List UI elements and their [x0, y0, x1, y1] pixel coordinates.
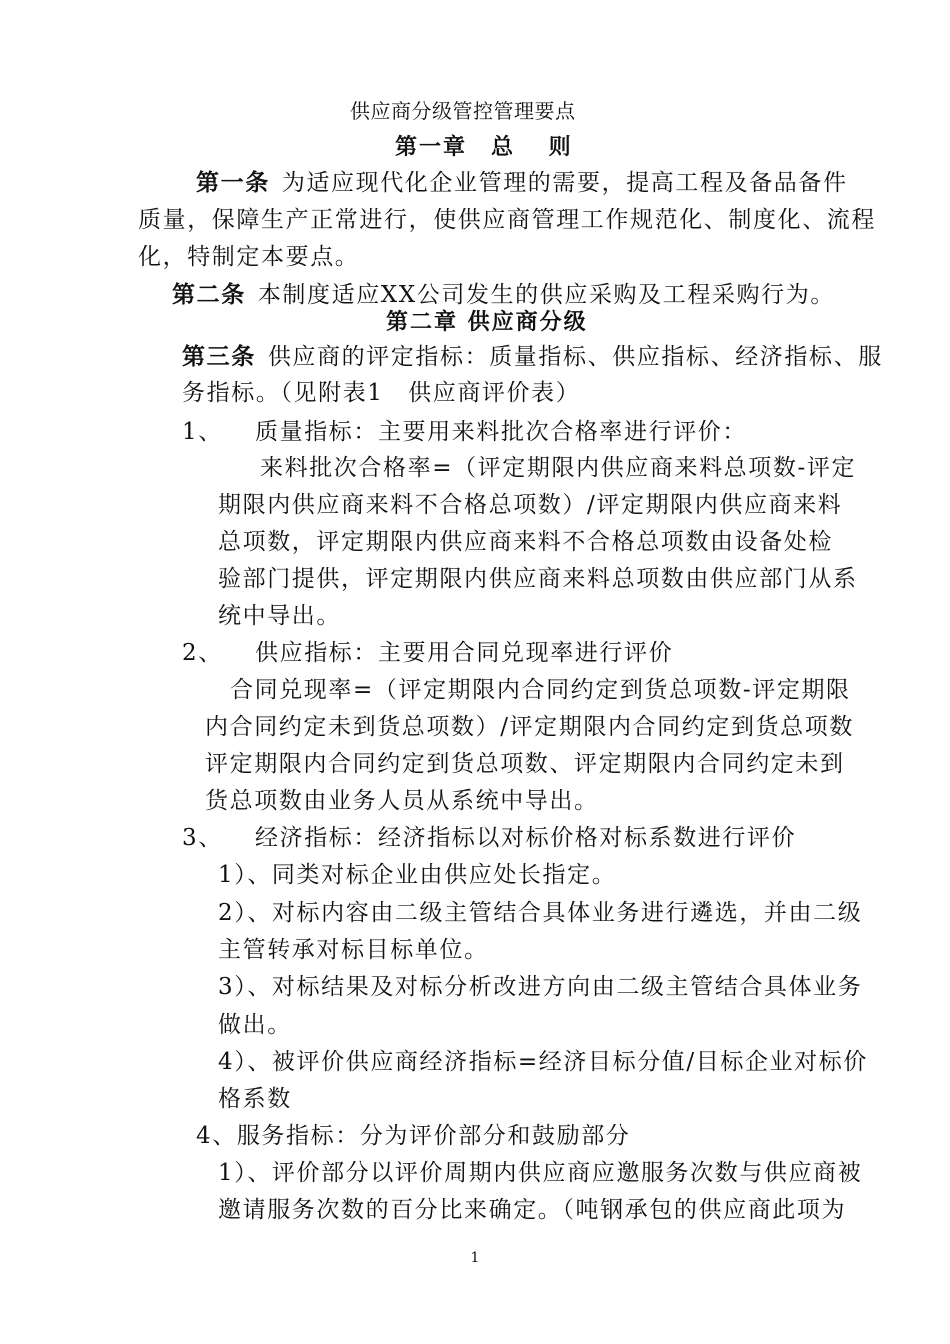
- item-1-line-3: 总项数，评定期限内供应商来料不合格总项数由设备处检: [218, 529, 833, 555]
- item-3-sub-3: 3）、对标结果及对标分析改进方向由二级主管结合具体业务: [218, 974, 863, 1000]
- document-title: 供应商分级管控管理要点: [350, 99, 576, 123]
- page-number: 1: [470, 1250, 480, 1266]
- article-3-label: 第三条: [182, 344, 256, 370]
- article-1-line-2: 质量，保障生产正常进行，使供应商管理工作规范化、制度化、流程: [138, 207, 876, 233]
- item-3-sub-4-cont: 格系数: [218, 1086, 292, 1112]
- item-3-heading: 经济指标：经济指标以对标价格对标系数进行评价: [255, 825, 797, 851]
- item-2-line-2: 内合同约定未到货总项数）/评定期限内合同约定到货总项数: [205, 714, 854, 740]
- article-1-label: 第一条: [196, 170, 270, 196]
- item-2-heading: 供应指标：主要用合同兑现率进行评价: [255, 640, 674, 666]
- item-1-line-4: 验部门提供，评定期限内供应商来料总项数由供应部门从系: [218, 566, 858, 592]
- article-3-line-2: 务指标。（见附表1 供应商评价表）: [182, 380, 581, 406]
- article-2-label: 第二条: [172, 282, 246, 308]
- item-4-sub-1-cont: 邀请服务次数的百分比来确定。（吨钢承包的供应商此项为: [218, 1197, 847, 1223]
- chapter-2-heading: 第二章 供应商分级: [386, 309, 588, 335]
- article-2: [172, 280, 835, 310]
- chapter-1-heading: 第一章 总 则: [395, 134, 573, 160]
- article-1: [196, 168, 848, 198]
- item-3-sub-2: 2）、对标内容由二级主管结合具体业务进行遴选，并由二级: [218, 900, 863, 926]
- item-3-number: 3、: [182, 825, 223, 851]
- item-1-number: 1、: [182, 419, 223, 445]
- item-1-line-2: 期限内供应商来料不合格总项数）/评定期限内供应商来料: [218, 492, 843, 518]
- item-2-line-4: 货总项数由业务人员从系统中导出。: [205, 788, 599, 814]
- item-3-sub-4: 4）、被评价供应商经济指标=经济目标分值/目标企业对标价: [218, 1049, 868, 1075]
- item-3-sub-3-cont: 做出。: [218, 1012, 292, 1038]
- item-4-sub-1: 1）、评价部分以评价周期内供应商应邀服务次数与供应商被: [218, 1160, 863, 1186]
- article-3-text: 供应商的评定指标：质量指标、供应指标、经济指标、服: [267, 344, 883, 370]
- item-2-line-1: 合同兑现率=（评定期限内合同约定到货总项数-评定期限: [230, 677, 851, 703]
- article-1-line-3: 化，特制定本要点。: [138, 244, 360, 270]
- item-2-number: 2、: [182, 640, 223, 666]
- item-1-line-5: 统中导出。: [218, 603, 341, 629]
- item-3-sub-1: 1）、同类对标企业由供应处长指定。: [218, 862, 617, 888]
- item-3-sub-2-cont: 主管转承对标目标单位。: [218, 937, 489, 963]
- item-4-heading: 4、服务指标：分为评价部分和鼓励部分: [196, 1123, 631, 1149]
- article-2-text: 本制度适应XX公司发生的供应采购及工程采购行为。: [257, 282, 835, 308]
- article-1-text: 为适应现代化企业管理的需要，提高工程及备品备件: [281, 170, 848, 196]
- item-2-line-3: 评定期限内合同约定到货总项数、评定期限内合同约定未到: [205, 751, 845, 777]
- article-3: [182, 342, 883, 372]
- item-1-line-1: 来料批次合格率=（评定期限内供应商来料总项数-评定: [260, 455, 857, 481]
- item-1-heading: 质量指标：主要用来料批次合格率进行评价：: [255, 419, 747, 445]
